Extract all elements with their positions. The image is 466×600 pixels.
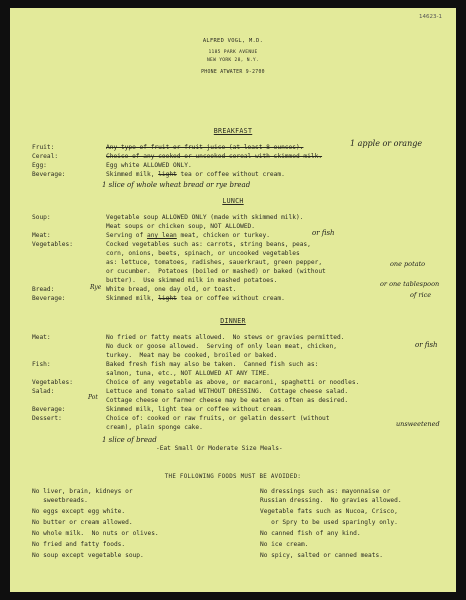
avoid-right-2: Russian dressing. No gravies allowed. [260,497,402,504]
dinner-fish-line-1: Baked fresh fish may also be taken. Canned fish such as: [106,361,319,368]
dinner-salad-line-2: Cottage cheese or farmer cheese may be eaten as often as desired. [106,397,349,404]
lunch-meat-pre: Serving of [106,232,147,239]
breakfast-fruit-text: Any type of fruit or fruit juice (at least 8 ounces). [106,144,304,151]
document-page [10,8,456,592]
lunch-vegetables-line-5: butter). Use skimmed milk in mashed potatoes. [106,277,278,284]
lunch-bread-label: Bread: [32,286,55,293]
breakfast-cereal-text: Choice of any cooked or uncooked cereal with skimmed milk. [106,153,323,160]
breakfast-beverage-pre: Skimmed milk, [106,171,159,178]
avoid-left-2: sweetbreads. [32,497,88,504]
dinner-salad-line-1: Lettuce and tomato salad WITHOUT DRESSING. Cottage cheese salad. [106,388,349,395]
dinner-meat-line-3: turkey. Meat may be cooked, broiled or baked. [106,352,278,359]
lunch-soup-label: Soup: [32,214,51,221]
lunch-vegetables-line-2: corn, onions, beets, spinach, or uncooked vegetables [106,250,300,257]
letterhead-phone: PHONE ATWATER 9-2700 [201,70,265,75]
dinner-dessert-line-2: cream), plain sponge cake. [106,424,203,431]
avoid-heading: THE FOLLOWING FOODS MUST BE AVOIDED: [164,474,302,480]
breakfast-bread-handwritten-note: 1 slice of whole wheat bread or rye bread [102,181,251,189]
lunch-vegetables-line-4: or cucumber. Potatoes (boiled or mashed) or baked (without [106,268,326,275]
avoid-right-3: Vegetable fats such as Nucoa, Crisco, [260,508,398,515]
lunch-soup-line-2: Meat soups or chicken soup, NOT ALLOWED. [106,223,256,230]
dinner-bread-handwritten-note: 1 slice of bread [102,436,157,444]
document-reference-number: 14623-1 [419,14,442,20]
breakfast-egg-text: Egg white ALLOWED ONLY. [106,162,192,169]
avoid-left-4: No butter or cream allowed. [32,519,133,526]
avoid-left-6: No fried and fatty foods. [32,541,126,548]
dinner-dessert-handwritten-note: unsweetened [396,420,440,428]
dinner-beverage-text: Skimmed milk, light tea or coffee without cream. [106,406,285,413]
lunch-potato-handwritten-note-2: or one tablespoon [380,280,440,288]
dinner-salad-handwritten-note: Pot [88,394,98,401]
lunch-meat-post: meat, chicken or turkey. [176,232,270,239]
breakfast-beverage-post: tea or coffee without cream. [176,171,285,178]
letterhead-address-2: NEW YORK 28, N.Y. [206,58,260,63]
lunch-beverage-post: tea or coffee without cream. [176,295,285,302]
dinner-meat-label: Meat: [32,334,51,341]
avoid-right-6: No ice cream. [260,541,309,548]
avoid-left-1: No liver, brain, kidneys or [32,488,133,495]
lunch-beverage-pre: Skimmed milk, [106,295,159,302]
avoid-right-1: No dressings such as: mayonnaise or [260,488,391,495]
lunch-bread-text: White bread, one day old, or toast. [106,286,237,293]
avoid-left-3: No eggs except egg white. [32,508,126,515]
avoid-left-7: No soup except vegetable soup. [32,552,144,559]
dinner-vegetables-label: Vegetables: [32,379,73,386]
breakfast-beverage-text [106,171,285,179]
breakfast-beverage-struck: light [158,171,177,178]
dinner-meat-line-1: No fried or fatty meats allowed. No stews or gravies permitted. [106,334,345,341]
dinner-vegetables-text: Choice of any vegetable as above, or macaroni, spaghetti or noodles. [106,379,360,386]
avoid-right-4: or Spry to be used sparingly only. [260,519,398,526]
dinner-heading: DINNER [220,317,246,325]
letterhead-name: ALFRED VOGL, M.D. [202,38,264,44]
dinner-beverage-label: Beverage: [32,406,66,413]
breakfast-beverage-label: Beverage: [32,171,66,178]
lunch-vegetables-label: Vegetables: [32,241,73,248]
lunch-heading: LUNCH [222,197,244,205]
dinner-meat-handwritten-note: or fish [415,341,438,349]
lunch-potato-handwritten-note-1: one potato [390,260,426,268]
lunch-bread-handwritten-note: Rye [90,284,102,291]
letterhead-address-1: 1185 PARK AVENUE [208,50,258,55]
dinner-meat-line-2: No duck or goose allowed. Serving of only lean meat, chicken, [106,343,337,350]
lunch-meat-text [106,232,270,240]
breakfast-egg-label: Egg: [32,162,47,169]
dinner-fish-line-2: salmon, tuna, etc., NOT ALLOWED AT ANY TIME. [106,370,270,377]
avoid-right-7: No spicy, salted or canned meats. [260,552,383,559]
lunch-beverage-struck: light [158,295,177,302]
lunch-meat-handwritten-note: or fish [312,229,335,237]
lunch-beverage-text [106,295,285,303]
breakfast-heading: BREAKFAST [213,127,253,135]
breakfast-fruit-handwritten-note: 1 apple or orange [350,139,423,148]
lunch-vegetables-line-3: as: lettuce, tomatoes, radishes, sauerkraut, green pepper, [106,259,323,266]
lunch-vegetables-line-1: Cocked vegetables such as: carrots, string beans, peas, [106,241,311,248]
dinner-meals-line: -Eat Small Or Moderate Size Meals- [156,445,283,452]
avoid-right-5: No canned fish of any kind. [260,530,361,537]
lunch-meat-underlined: any lean [146,232,177,239]
lunch-meat-label: Meat: [32,232,51,239]
lunch-soup-line-1: Vegetable soup ALLOWED ONLY (made with skimmed milk). [106,214,304,221]
dinner-fish-label: Fish: [32,361,51,368]
lunch-potato-handwritten-note-3: of rice [410,291,432,299]
breakfast-cereal-label: Cereal: [32,153,59,160]
lunch-beverage-label: Beverage: [32,295,66,302]
avoid-left-5: No whole milk. No nuts or olives. [32,530,159,537]
dinner-dessert-line-1: Choice of: cooked or raw fruits, or gelatin dessert (without [106,415,330,422]
dinner-salad-label: Salad: [32,388,55,395]
breakfast-fruit-label: Fruit: [32,144,55,151]
dinner-dessert-label: Dessert: [32,415,62,422]
